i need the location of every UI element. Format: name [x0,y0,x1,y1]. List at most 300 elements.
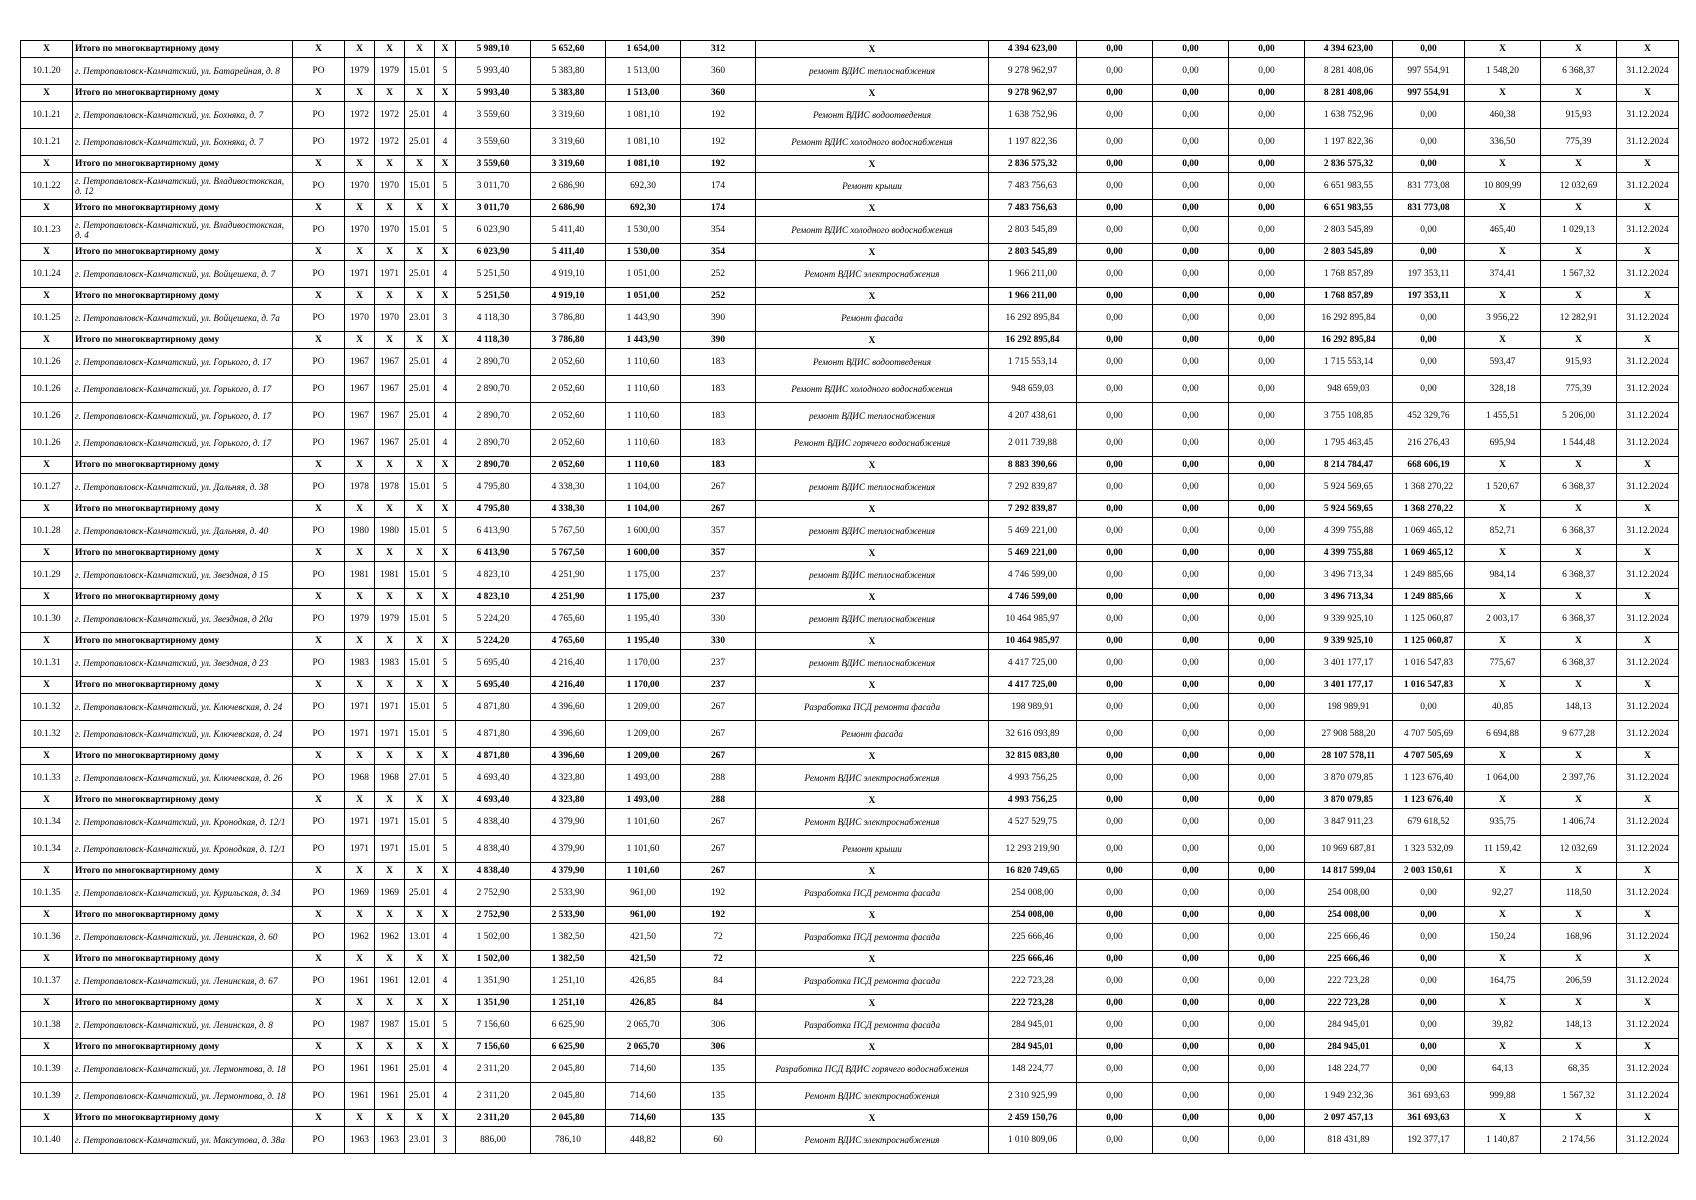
cell-class: РО [293,1012,345,1039]
cell-federal-funds: 0,00 [1077,907,1153,924]
cell-address: г. Петропавловск-Камчатский, ул. Горького, д. 17 [73,349,293,376]
cell-other-funds: 4 707 505,69 [1393,748,1465,765]
table-total-row [21,332,1679,349]
cell-class: X [293,41,345,58]
cell-federal-funds: 0,00 [1077,403,1153,430]
cell-regional-funds: 0,00 [1153,518,1229,545]
cell-other-funds: 0,00 [1393,41,1465,58]
cell-owner-funds: 2 097 457,13 [1305,1110,1393,1127]
cell-wall-material: 15.01 [405,1012,435,1039]
table-total-row [21,633,1679,650]
cell-owner-funds: 3 496 713,34 [1305,562,1393,589]
cell-class: РО [293,403,345,430]
cell-address: Итого по многоквартирному дому [73,332,293,349]
cell-work-type: X [756,200,989,217]
cell-federal-funds: 0,00 [1077,173,1153,200]
cell-owner-funds: 1 795 463,45 [1305,430,1393,457]
cell-work-type: Ремонт ВДИС электроснабжения [756,261,989,288]
cell-address: г. Петропавловск-Камчатский, ул. Ключевская, д. 26 [73,765,293,792]
cell-work-type: Разработка ПСД ремонта фасада [756,1012,989,1039]
cell-floors: 4 [435,129,456,156]
cell-residential-area: 5 767,50 [531,545,606,562]
cell-floors: 3 [435,305,456,332]
cell-other-funds: 452 329,76 [1393,403,1465,430]
cell-wall-material: 15.01 [405,518,435,545]
cell-total-area: 1 502,00 [456,924,531,951]
cell-max-unit-cost: 12 032,69 [1541,173,1617,200]
cell-work-type: Ремонт ВДИС электроснабжения [756,765,989,792]
cell-residents: 192 [681,129,756,156]
cell-number: 10.1.37 [21,968,73,995]
cell-built-year: 1979 [345,606,375,633]
cell-residential-area: 4 338,30 [531,501,606,518]
cell-residents: 183 [681,349,756,376]
cell-federal-funds: 0,00 [1077,58,1153,85]
cell-federal-funds: 0,00 [1077,217,1153,244]
cell-commission-year: X [375,792,405,809]
cell-wall-material: 13.01 [405,924,435,951]
cell-other-funds: 1 123 676,40 [1393,765,1465,792]
cell-max-unit-cost: X [1541,863,1617,880]
cell-common-area: 2 065,70 [606,1039,681,1056]
cell-regional-funds: 0,00 [1153,1039,1229,1056]
cell-built-year: 1971 [345,809,375,836]
cell-residential-area: 2 052,60 [531,349,606,376]
cell-wall-material: 25.01 [405,430,435,457]
cell-total-cost: 4 417 725,00 [989,677,1077,694]
cell-municipal-funds: 0,00 [1229,217,1305,244]
cell-total-cost: 4 746 599,00 [989,562,1077,589]
cell-max-unit-cost: X [1541,633,1617,650]
cell-municipal-funds: 0,00 [1229,41,1305,58]
cell-municipal-funds: 0,00 [1229,349,1305,376]
cell-commission-year: X [375,288,405,305]
cell-work-type: Ремонт фасада [756,721,989,748]
cell-number: X [21,501,73,518]
cell-municipal-funds: 0,00 [1229,995,1305,1012]
cell-class: РО [293,765,345,792]
cell-residential-area: 5 383,80 [531,85,606,102]
cell-owner-funds: 3 870 079,85 [1305,765,1393,792]
cell-total-area: 4 693,40 [456,792,531,809]
cell-federal-funds: 0,00 [1077,968,1153,995]
table-row [21,376,1679,403]
cell-residents: 360 [681,85,756,102]
cell-commission-year: X [375,545,405,562]
cell-residential-area: 2 533,90 [531,907,606,924]
cell-owner-funds: 818 431,89 [1305,1127,1393,1154]
cell-max-unit-cost: 6 368,37 [1541,562,1617,589]
cell-owner-funds: 254 008,00 [1305,907,1393,924]
cell-work-type: Ремонт ВДИС электроснабжения [756,1083,989,1110]
cell-class: РО [293,968,345,995]
cell-number: 10.1.26 [21,430,73,457]
cell-work-type: X [756,633,989,650]
cell-total-area: 4 823,10 [456,562,531,589]
cell-regional-funds: 0,00 [1153,58,1229,85]
table-total-row [21,156,1679,173]
cell-wall-material: 15.01 [405,721,435,748]
cell-owner-funds: 6 651 983,55 [1305,200,1393,217]
cell-number: X [21,244,73,261]
cell-total-area: 6 413,90 [456,545,531,562]
cell-owner-funds: 5 924 569,65 [1305,501,1393,518]
cell-commission-year: 1969 [375,880,405,907]
cell-built-year: 1969 [345,880,375,907]
cell-residents: 192 [681,907,756,924]
cell-residential-area: 4 379,90 [531,836,606,863]
table-total-row [21,792,1679,809]
cell-number: 10.1.23 [21,217,73,244]
cell-work-type: X [756,1110,989,1127]
cell-number: 10.1.22 [21,173,73,200]
cell-common-area: 961,00 [606,907,681,924]
cell-owner-funds: 8 281 408,06 [1305,58,1393,85]
cell-work-type: X [756,792,989,809]
cell-max-unit-cost: 148,13 [1541,694,1617,721]
cell-address: г. Петропавловск-Камчатский, ул. Горького, д. 17 [73,430,293,457]
cell-address: г. Петропавловск-Камчатский, ул. Кронодкая, д. 12/1 [73,809,293,836]
cell-wall-material: X [405,200,435,217]
cell-built-year: 1968 [345,765,375,792]
cell-commission-year: 1961 [375,968,405,995]
cell-floors: X [435,85,456,102]
cell-commission-year: X [375,677,405,694]
cell-unit-cost: X [1465,244,1541,261]
cell-regional-funds: 0,00 [1153,1083,1229,1110]
cell-residents: 183 [681,376,756,403]
cell-total-area: 4 838,40 [456,836,531,863]
cell-floors: 4 [435,403,456,430]
cell-work-type: ремонт ВДИС теплоснабжения [756,606,989,633]
cell-built-year: X [345,156,375,173]
cell-built-year: 1971 [345,261,375,288]
table-body [21,41,1679,1154]
cell-municipal-funds: 0,00 [1229,880,1305,907]
cell-owner-funds: 16 292 895,84 [1305,305,1393,332]
cell-owner-funds: 9 339 925,10 [1305,606,1393,633]
cell-total-cost: 1 638 752,96 [989,102,1077,129]
cell-commission-year: 1978 [375,474,405,501]
cell-class: X [293,748,345,765]
cell-municipal-funds: 0,00 [1229,305,1305,332]
cell-total-area: 2 752,90 [456,880,531,907]
cell-max-unit-cost: X [1541,501,1617,518]
cell-owner-funds: 1 768 857,89 [1305,288,1393,305]
cell-common-area: 1 081,10 [606,129,681,156]
cell-residents: 330 [681,633,756,650]
cell-total-cost: 198 989,91 [989,694,1077,721]
cell-address: Итого по многоквартирному дому [73,288,293,305]
cell-unit-cost: 1 064,00 [1465,765,1541,792]
cell-deadline: X [1617,677,1679,694]
cell-built-year: X [345,1110,375,1127]
cell-municipal-funds: 0,00 [1229,924,1305,951]
cell-regional-funds: 0,00 [1153,721,1229,748]
cell-floors: X [435,677,456,694]
cell-common-area: 1 081,10 [606,156,681,173]
cell-built-year: 1979 [345,58,375,85]
cell-other-funds: 197 353,11 [1393,261,1465,288]
cell-federal-funds: 0,00 [1077,288,1153,305]
cell-class: РО [293,1127,345,1154]
table-row [21,173,1679,200]
cell-number: 10.1.32 [21,721,73,748]
cell-federal-funds: 0,00 [1077,200,1153,217]
cell-regional-funds: 0,00 [1153,288,1229,305]
cell-unit-cost: X [1465,1110,1541,1127]
cell-common-area: 1 209,00 [606,748,681,765]
cell-total-cost: 222 723,28 [989,995,1077,1012]
cell-residents: 360 [681,58,756,85]
cell-unit-cost: X [1465,332,1541,349]
cell-residents: 267 [681,748,756,765]
cell-total-area: 4 118,30 [456,332,531,349]
cell-number: 10.1.24 [21,261,73,288]
cell-municipal-funds: 0,00 [1229,457,1305,474]
cell-municipal-funds: 0,00 [1229,545,1305,562]
cell-number: 10.1.39 [21,1056,73,1083]
cell-other-funds: 0,00 [1393,880,1465,907]
cell-built-year: 1972 [345,102,375,129]
cell-total-area: 2 311,20 [456,1110,531,1127]
cell-federal-funds: 0,00 [1077,85,1153,102]
cell-address: г. Петропавловск-Камчатский, ул. Батарейная, д. 8 [73,58,293,85]
cell-commission-year: X [375,589,405,606]
cell-wall-material: 25.01 [405,102,435,129]
cell-address: г. Петропавловск-Камчатский, ул. Войцешека, д. 7 [73,261,293,288]
cell-number: X [21,156,73,173]
cell-municipal-funds: 0,00 [1229,430,1305,457]
cell-work-type: Ремонт ВДИС электроснабжения [756,1127,989,1154]
cell-work-type: X [756,589,989,606]
cell-floors: X [435,995,456,1012]
cell-deadline: 31.12.2024 [1617,305,1679,332]
cell-deadline: X [1617,1039,1679,1056]
cell-unit-cost: 999,88 [1465,1083,1541,1110]
cell-unit-cost: 11 159,42 [1465,836,1541,863]
cell-municipal-funds: 0,00 [1229,156,1305,173]
cell-total-cost: 2 836 575,32 [989,156,1077,173]
cell-federal-funds: 0,00 [1077,1083,1153,1110]
cell-residents: 84 [681,995,756,1012]
table-total-row [21,863,1679,880]
cell-max-unit-cost: 6 368,37 [1541,650,1617,677]
cell-total-area: 2 890,70 [456,457,531,474]
cell-number: 10.1.38 [21,1012,73,1039]
cell-federal-funds: 0,00 [1077,836,1153,863]
cell-commission-year: X [375,748,405,765]
cell-class: X [293,244,345,261]
cell-wall-material: X [405,457,435,474]
table-row [21,217,1679,244]
cell-class: X [293,995,345,1012]
cell-total-area: 1 351,90 [456,968,531,995]
cell-commission-year: X [375,332,405,349]
cell-total-area: 4 795,80 [456,501,531,518]
cell-unit-cost: 775,67 [1465,650,1541,677]
cell-total-cost: 225 666,46 [989,951,1077,968]
cell-commission-year: X [375,633,405,650]
cell-total-area: 3 559,60 [456,102,531,129]
cell-unit-cost: 336,50 [1465,129,1541,156]
cell-total-area: 2 311,20 [456,1056,531,1083]
cell-floors: X [435,951,456,968]
cell-other-funds: 0,00 [1393,907,1465,924]
cell-municipal-funds: 0,00 [1229,403,1305,430]
cell-owner-funds: 16 292 895,84 [1305,332,1393,349]
cell-max-unit-cost: 168,96 [1541,924,1617,951]
cell-unit-cost: 10 809,99 [1465,173,1541,200]
cell-deadline: X [1617,85,1679,102]
cell-max-unit-cost: 6 368,37 [1541,474,1617,501]
cell-wall-material: 15.01 [405,606,435,633]
cell-class: X [293,332,345,349]
cell-built-year: 1972 [345,129,375,156]
cell-built-year: 1967 [345,403,375,430]
cell-owner-funds: 3 401 177,17 [1305,650,1393,677]
cell-commission-year: X [375,457,405,474]
cell-residents: 135 [681,1056,756,1083]
cell-municipal-funds: 0,00 [1229,677,1305,694]
cell-number: X [21,1039,73,1056]
cell-common-area: 448,82 [606,1127,681,1154]
cell-owner-funds: 948 659,03 [1305,376,1393,403]
cell-built-year: X [345,677,375,694]
cell-common-area: 1 110,60 [606,430,681,457]
cell-total-cost: 7 292 839,87 [989,474,1077,501]
cell-floors: 4 [435,102,456,129]
cell-deadline: 31.12.2024 [1617,562,1679,589]
cell-built-year: X [345,1039,375,1056]
cell-floors: X [435,545,456,562]
cell-regional-funds: 0,00 [1153,748,1229,765]
cell-residents: 183 [681,430,756,457]
cell-wall-material: X [405,545,435,562]
cell-unit-cost: X [1465,748,1541,765]
cell-address: г. Петропавловск-Камчатский, ул. Звездная, д 15 [73,562,293,589]
cell-residents: 60 [681,1127,756,1154]
cell-work-type: X [756,332,989,349]
cell-common-area: 1 170,00 [606,677,681,694]
cell-address: Итого по многоквартирному дому [73,200,293,217]
cell-work-type: X [756,951,989,968]
cell-unit-cost: X [1465,863,1541,880]
cell-address: г. Петропавловск-Камчатский, ул. Максутова, д. 38а [73,1127,293,1154]
cell-deadline: X [1617,288,1679,305]
cell-floors: 4 [435,349,456,376]
cell-work-type: Ремонт крыши [756,173,989,200]
cell-class: X [293,907,345,924]
cell-built-year: 1970 [345,217,375,244]
cell-common-area: 1 493,00 [606,792,681,809]
cell-other-funds: 1 016 547,83 [1393,677,1465,694]
cell-work-type: Ремонт фасада [756,305,989,332]
cell-other-funds: 1 368 270,22 [1393,501,1465,518]
table-total-row [21,748,1679,765]
cell-total-cost: 10 464 985,97 [989,633,1077,650]
cell-federal-funds: 0,00 [1077,41,1153,58]
cell-commission-year: 1980 [375,518,405,545]
cell-other-funds: 0,00 [1393,995,1465,1012]
cell-address: г. Петропавловск-Камчатский, ул. Войцешека, д. 7а [73,305,293,332]
cell-federal-funds: 0,00 [1077,562,1153,589]
cell-deadline: X [1617,1110,1679,1127]
cell-floors: X [435,457,456,474]
cell-other-funds: 197 353,11 [1393,288,1465,305]
cell-address: г. Петропавловск-Камчатский, ул. Ключевская, д. 24 [73,721,293,748]
table-row [21,765,1679,792]
cell-unit-cost: 1 548,20 [1465,58,1541,85]
cell-common-area: 1 513,00 [606,58,681,85]
cell-residential-area: 4 216,40 [531,677,606,694]
cell-total-area: 2 890,70 [456,349,531,376]
cell-residents: 330 [681,606,756,633]
cell-federal-funds: 0,00 [1077,748,1153,765]
cell-work-type: ремонт ВДИС теплоснабжения [756,403,989,430]
cell-total-area: 4 838,40 [456,863,531,880]
cell-commission-year: 1961 [375,1083,405,1110]
cell-work-type: X [756,457,989,474]
cell-number: X [21,1110,73,1127]
cell-total-area: 5 251,50 [456,288,531,305]
cell-municipal-funds: 0,00 [1229,1056,1305,1083]
cell-residents: 267 [681,836,756,863]
cell-municipal-funds: 0,00 [1229,376,1305,403]
cell-built-year: X [345,288,375,305]
cell-work-type: X [756,85,989,102]
cell-number: 10.1.29 [21,562,73,589]
cell-built-year: X [345,457,375,474]
cell-max-unit-cost: 775,39 [1541,129,1617,156]
cell-other-funds: 1 069 465,12 [1393,545,1465,562]
table-row [21,102,1679,129]
cell-regional-funds: 0,00 [1153,606,1229,633]
cell-commission-year: 1968 [375,765,405,792]
cell-total-area: 1 502,00 [456,951,531,968]
cell-residents: 267 [681,694,756,721]
cell-number: X [21,907,73,924]
cell-class: X [293,501,345,518]
cell-residents: 390 [681,305,756,332]
cell-other-funds: 0,00 [1393,332,1465,349]
cell-residential-area: 786,10 [531,1127,606,1154]
cell-unit-cost: 1 520,67 [1465,474,1541,501]
cell-work-type: X [756,995,989,1012]
cell-max-unit-cost: 6 368,37 [1541,518,1617,545]
cell-built-year: 1963 [345,1127,375,1154]
cell-regional-funds: 0,00 [1153,305,1229,332]
cell-municipal-funds: 0,00 [1229,102,1305,129]
cell-max-unit-cost: X [1541,1039,1617,1056]
cell-other-funds: 0,00 [1393,244,1465,261]
cell-municipal-funds: 0,00 [1229,261,1305,288]
cell-municipal-funds: 0,00 [1229,748,1305,765]
cell-floors: X [435,501,456,518]
cell-total-cost: 4 993 756,25 [989,792,1077,809]
cell-floors: 3 [435,1127,456,1154]
cell-address: Итого по многоквартирному дому [73,41,293,58]
cell-other-funds: 1 249 885,66 [1393,589,1465,606]
cell-residential-area: 6 625,90 [531,1039,606,1056]
cell-work-type: Разработка ПСД ремонта фасада [756,694,989,721]
cell-number: X [21,200,73,217]
cell-federal-funds: 0,00 [1077,677,1153,694]
cell-address: г. Петропавловск-Камчатский, ул. Звездная, д 20а [73,606,293,633]
table-row [21,261,1679,288]
cell-common-area: 714,60 [606,1110,681,1127]
cell-total-area: 1 351,90 [456,995,531,1012]
